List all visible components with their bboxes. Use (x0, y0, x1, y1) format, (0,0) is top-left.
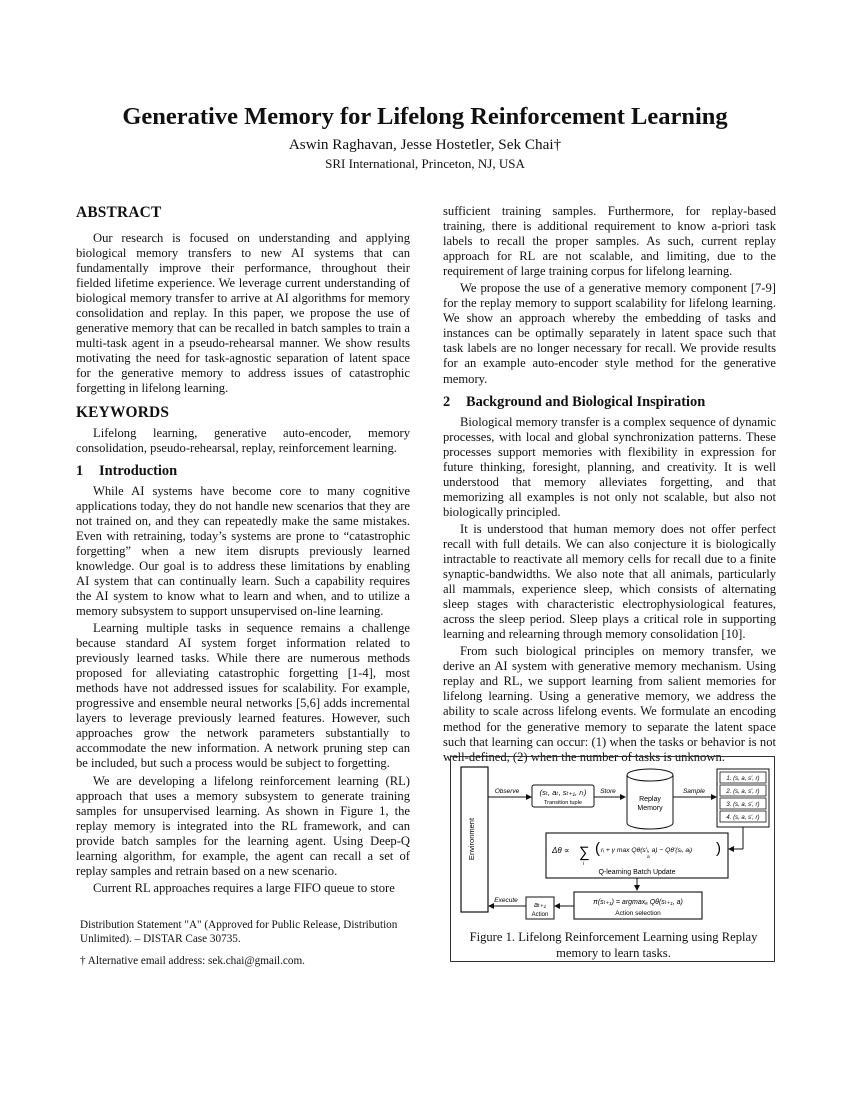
environment-label: Environment (467, 817, 476, 861)
q-update-lhs: Δθ ∝ (552, 846, 570, 855)
right-column (443, 204, 776, 765)
background-number: 2 (443, 393, 451, 410)
q-update-sum-index: i (583, 861, 585, 867)
footnote-email: † Alternative email address: sek.chai@gmail.com. (80, 955, 305, 967)
sample-item-2: 2. (s, a, s′, r) (726, 789, 760, 795)
paper-title: Generative Memory for Lifelong Reinforcement Learning (122, 103, 728, 130)
intro-number: 1 (76, 462, 84, 479)
intro-paragraph-3: We are developing a lifelong reinforcement learning (RL) approach that uses a memory subsystem to generate training samples for unsupervised learning. As shown in Figure 1, the replay memory is integrated into the RL framework, and can provide batch samples for the learning agent. Using Deep-Q learning algorithm, for example, the agent can recall a set of replay samples and retrain based on a new scenario. (76, 773, 410, 878)
keywords-heading: KEYWORDS (76, 403, 170, 421)
execute-label: Execute (494, 897, 518, 904)
observe-label: Observe (494, 788, 520, 795)
policy-math: π(sₜ₊₁) = argmaxₐ Qθ(sₜ₊₁, a) (593, 899, 683, 906)
paper-authors: Aswin Raghavan, Jesse Hostetler, Sek Chai† (288, 136, 562, 153)
sample-label: Sample (682, 788, 706, 795)
intro-heading (76, 462, 410, 480)
replay-memory-label-line2: Memory (637, 805, 663, 812)
background-heading (443, 393, 776, 411)
q-update-open-paren: ( (595, 840, 600, 857)
keywords-text: Lifelong learning, generative auto-encoder, memory consolidation, pseudo-rehearsal, replay, reinforcement learning. (76, 425, 410, 455)
sample-item-1: 1. (s, a, s′, r) (726, 776, 760, 782)
background-title: Background and Biological Inspiration (466, 393, 706, 410)
intro-paragraph-4a: Current RL approaches requires a large FIFO queue to store (93, 880, 395, 895)
footnote-distribution: Distribution Statement "A" (Approved for Public Release, Distribution Unlimited). – DISTAR Case 30735. (80, 919, 398, 945)
intro-paragraph-5: We propose the use of a generative memory component [7-9] for the replay memory to support scalability for lifelong learning. We show an approach whereby the embedding of tasks and instances can be optimally separately in latent space such that task labels are no longer necessary for recall. We provide results for an example auto-encoder style method for the generative memory. (443, 281, 776, 386)
replay-memory-label-line1: Replay (639, 796, 661, 803)
q-update-sum: ∑ (579, 844, 590, 861)
intro-paragraph-2: Learning multiple tasks in sequence remains a challenge because standard AI system forget information related to previously learned tasks. While there are numerous methods proposed for alleviating catastrophic forgetting [1-4], most methods have not addressed issues for scalability. For example, progressive and ensemble neural networks [5,6] adds incremental layers to leverage previously learned features. However, such approaches grow the network parameters substantially to accommodate the new information. A network pruning step can be included, but such a process would be subject to forgetting. (76, 621, 410, 771)
store-label: Store (600, 788, 616, 795)
intro-paragraph-4b: sufficient training samples. Furthermore, for replay-based training, there is additional requirement to know a-priori task labels to recall the proper samples. As such, current replay approach for RL are not scalable, and limiting, due to the requirement of large training corpus for lifelong learning. (443, 204, 776, 279)
figure-1 (450, 756, 775, 962)
abstract-heading: ABSTRACT (76, 204, 162, 221)
transition-tuple-math: (sₜ, aₜ, sₜ₊₁, rₜ) (539, 788, 587, 797)
action-label: Action (531, 912, 549, 918)
background-paragraph-1: Biological memory transfer is a complex sequence of dynamic processes, with local and global synchronization patterns. These processes support memories with flexibility in expression for future thinking, foresight, planning, and creativity. It is well understood that memory alleviates forgetting, and that memorizing all examples is not only not scalable, but also not biologically principled. (443, 414, 776, 519)
left-column (76, 204, 410, 896)
background-paragraph-2: It is understood that human memory does not offer perfect recall with full details. We can also conjecture it is biologically intractable to reactivate all memory cells for recall due to a finite synaptic-bandwidths. We also note that all animals, particularly all mammals, experience sleep, which consists of alternating sleep stages with characteristic electrophysiological features, across the sleep period. Sleep plays a critical role in supporting learning and relearning through memory consolidation [10]. (443, 521, 776, 642)
q-update-label: Q-learning Batch Update (598, 869, 676, 876)
intro-title: Introduction (99, 462, 178, 479)
sample-item-3: 3. (s, a, s′, r) (726, 802, 760, 808)
background-paragraph-3: From such biological principles on memory transfer, we derive an AI system with generative memory mechanism. Using replay and RL, we support learning from salient memories for lifelong learning. Using a generative memory, we address the ability to scale across lifelong events. We formulate an encoding method for the generative memory to separate the latent space such that learning can occur: (1) when the tasks or behavior is not well-defined, (2) when the number of tasks is unknown. (443, 644, 776, 764)
sample-item-4: 4. (s, a, s′, r) (726, 815, 760, 821)
q-update-body: rᵢ + γ max Qθ(s′ᵢ, a) − Qθ′(sᵢ, aᵢ) (601, 847, 693, 854)
q-update-close-paren: ) (716, 840, 721, 857)
action-math: aₜ₊₁ (534, 902, 546, 909)
abstract-text: Our research is focused on understanding and applying biological memory transfers to new AI systems that can fundamentally improve their performance, throughout their fielded lifetime experience. We leverage current understanding of biological memory transfer to arrive at AI algorithms for memory consolidation and replay. In this paper, we propose the use of generative memory that can be recalled in batch samples to train a multi-task agent in a pseudo-rehearsal manner. We show results motivating the need for task-agnostic separation of latent space for the generative memory to address issues of catastrophic forgetting in lifelong learning. (76, 231, 410, 396)
policy-label: Action selection (615, 910, 661, 917)
q-update-max-sub: a (647, 855, 650, 860)
intro-paragraph-1: While AI systems have become core to many cognitive applications today, they do not handle new scenarios that they are not trained on, and they can repeatedly make the same mistakes. Even with retraining, today’s systems are prone to “catastrophic forgetting” when a new item disrupts previously learned knowledge. Our goal is to address these limitations by enabling AI system that can continually learn. Such a capability requires the AI system to know what to learn and when, and to utilize a memory subsystem to support unsupervised on-line learning. (76, 483, 410, 618)
transition-tuple-label: Transition tuple (543, 800, 583, 806)
paper-affiliation: SRI International, Princeton, NJ, USA (325, 156, 525, 171)
figure-1-caption: Figure 1. Lifelong Reinforcement Learning using Replay memory to learn tasks. (469, 930, 758, 960)
